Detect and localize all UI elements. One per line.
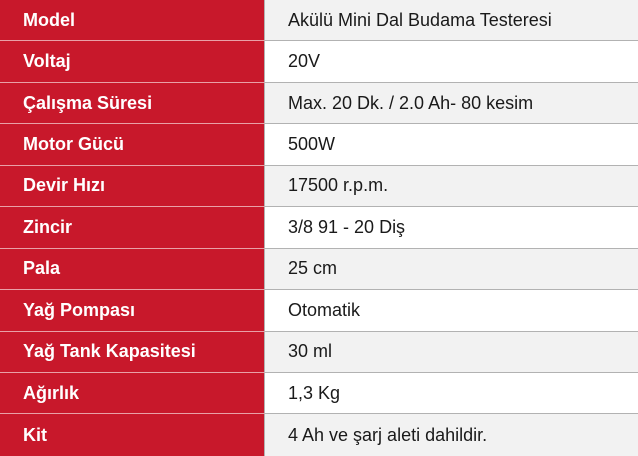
spec-value: 30 ml [265,332,638,373]
spec-label: Yağ Pompası [0,290,265,331]
spec-row-motor-power [0,124,638,165]
spec-row-model [0,0,638,41]
spec-row-weight [0,373,638,414]
spec-value: Akülü Mini Dal Budama Testeresi [265,0,638,41]
spec-value: 25 cm [265,249,638,290]
spec-label: Model [0,0,265,41]
spec-row-kit [0,414,638,455]
spec-label: Voltaj [0,41,265,82]
spec-label: Kit [0,414,265,455]
spec-row-oil-pump [0,290,638,331]
spec-label: Yağ Tank Kapasitesi [0,332,265,373]
spec-row-chain [0,207,638,248]
spec-label: Motor Gücü [0,124,265,165]
spec-label: Çalışma Süresi [0,83,265,124]
spec-value: Otomatik [265,290,638,331]
spec-value: 20V [265,41,638,82]
spec-value: 3/8 91 - 20 Diş [265,207,638,248]
spec-label: Zincir [0,207,265,248]
spec-row-rpm [0,166,638,207]
spec-label: Devir Hızı [0,166,265,207]
spec-row-voltage [0,41,638,82]
spec-row-runtime [0,83,638,124]
spec-value: 4 Ah ve şarj aleti dahildir. [265,414,638,455]
spec-value: 17500 r.p.m. [265,166,638,207]
spec-value: Max. 20 Dk. / 2.0 Ah- 80 kesim [265,83,638,124]
spec-label: Pala [0,249,265,290]
spec-value: 1,3 Kg [265,373,638,414]
spec-label: Ağırlık [0,373,265,414]
spec-value: 500W [265,124,638,165]
spec-row-bar [0,249,638,290]
spec-row-oil-tank [0,332,638,373]
